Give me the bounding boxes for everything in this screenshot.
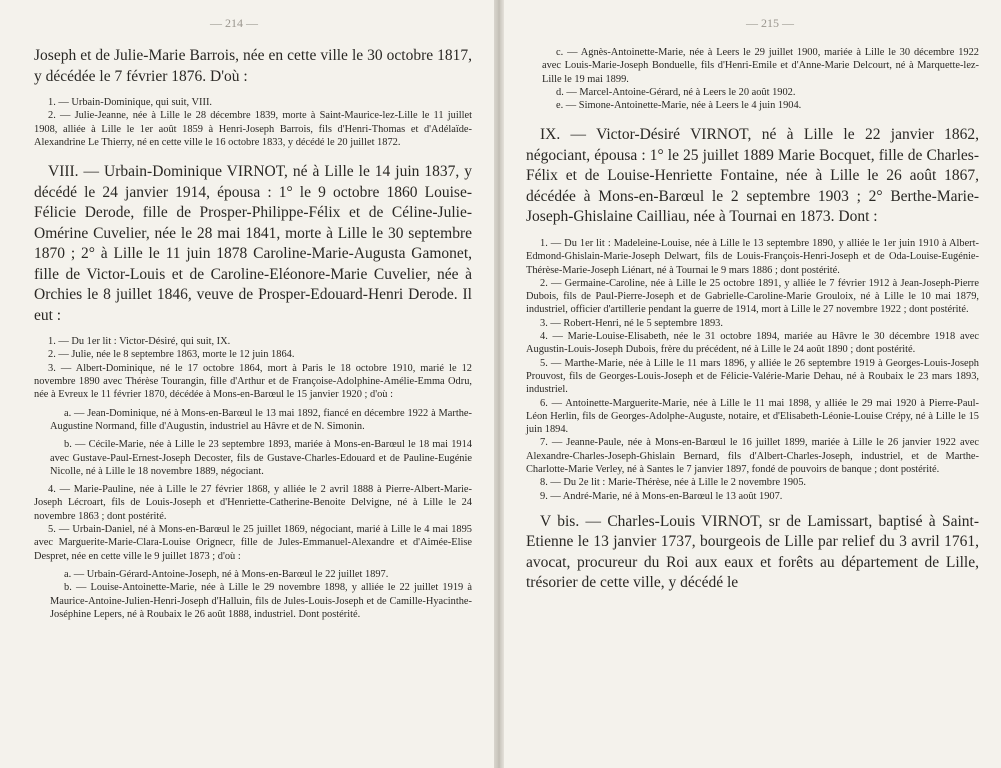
list-item: 5. — Urbain-Daniel, né à Mons-en-Barœul le 25 juillet 1869, négociant, marié à Lille le 4 mai 1895 avec Marguerite-Marie-Clara-Louise Orignecr, fille de Jules-Emmanuel-Alexandre et d'Aimée-Elise Despret, née en cette ville le 9 juillet 1873 ; d'où : <box>34 524 472 562</box>
sub-item: e. — Simone-Antoinette-Marie, née à Leers le 4 juin 1904. <box>556 100 802 112</box>
book-gutter <box>494 0 504 768</box>
list-item: 5. — Marthe-Marie, née à Lille le 11 mars 1896, y alliée le 26 septembre 1919 à Georges-Louis-Joseph Prouvost, fils de Georges-Louis-Joseph et de Félicie-Valérie-Marie Dehau, né à Roubaix le 23 mars 1893, industriel. <box>526 357 979 396</box>
sub-item: b. — Cécile-Marie, née à Lille le 23 septembre 1893, mariée à Mons-en-Barœul le 18 mai 1914 avec Gustave-Paul-Ernest-Joseph Decoster, fils de Gustave-Charles-Edouard et de Pauline-Eugénie Nicolle, né à Lille le 18 novembre 1889, négociant. <box>50 439 472 477</box>
paragraph: Joseph et de Julie-Marie Barrois, née en cette ville le 30 octobre 1817, y décédée le 7 février 1876. D'où : <box>34 47 472 85</box>
list-item: 4. — Marie-Pauline, née à Lille le 27 février 1868, y alliée le 2 avril 1888 à Pierre-Albert-Marie-Joseph Lécroart, fils de Louis-Joseph et d'Henriette-Catherine-Benoite Delvigne, né à Lille le 24 novembre 1863 ; dont postérité. <box>34 484 472 522</box>
list-item: 2. — Julie-Jeanne, née à Lille le 28 décembre 1839, morte à Saint-Maurice-lez-Lille le 11 juillet 1908, alliée à Lille le 1er août 1859 à Henri-Joseph Barrois, fils d'Henri-Thomas et d'Adélaïde-Alexandrine Le Thierry, né en cette ville le 16 octobre 1833, y décédé le 20 juillet 1872. <box>34 110 472 148</box>
list-item: 7. — Jeanne-Paule, née à Mons-en-Barœul le 16 juillet 1899, mariée à Lille le 26 janvier 1922 avec Alexandre-Charles-Joseph-Ghislain Bernard, fils d'Albert-Charles-Joseph, industriel, et de Marthe-Charlotte-Marie Verley, né à Santes le 7 janvier 1897, fondé de pouvoirs de banque ; dont postérité. <box>526 437 979 476</box>
sub-item: a. — Urbain-Gérard-Antoine-Joseph, né à Mons-en-Barœul le 22 juillet 1897. <box>64 568 389 580</box>
right-page <box>498 0 1001 768</box>
list-item: 3. — Robert-Henri, né le 5 septembre 1893. <box>540 317 723 329</box>
list-item: 4. — Marie-Louise-Elisabeth, née le 31 octobre 1894, mariée au Hâvre le 30 décembre 1918 avec Augustin-Louis-Joseph Dubois, frère du précédent, né à Lille le 24 août 1890 ; dont postérité. <box>526 331 979 356</box>
list-item: 1. — Du 1er lit : Victor-Désiré, qui suit, IX. <box>48 336 231 348</box>
sub-item: d. — Marcel-Antoine-Gérard, né à Leers le 20 août 1902. <box>556 86 796 98</box>
list-item: 6. — Antoinette-Marguerite-Marie, née à Lille le 11 mai 1898, y alliée le 29 mai 1920 à Pierre-Paul-Léon Herlin, fils de Georges-Adolphe-Auguste, notaire, et d'Elisabeth-Léonie-Louise Crépy, né à Lille le 15 juin 1894. <box>526 397 979 436</box>
list-item: 8. — Du 2e lit : Marie-Thérèse, née à Lille le 2 novembre 1905. <box>540 477 807 489</box>
section-heading: IX. — Victor-Désiré VIRNOT, né à Lille le 22 janvier 1862, négociant, épousa : 1° le 25 juillet 1889 Marie Bocquet, fille de Charles-Félix et de Louise-Henriette Fontaine, née à Lille le 26 août 1867, décédée à Mons-en-Barœul le 2 septembre 1903 ; 2° Berthe-Marie-Joseph-Ghislaine Cailliau, née à Tournai en 1873. Dont : <box>526 126 979 226</box>
list-item: 2. — Julie, née le 8 septembre 1863, morte le 12 juin 1864. <box>48 349 295 361</box>
section-heading: VIII. — Urbain-Dominique VIRNOT, né à Lille le 14 juin 1837, y décédé le 24 janvier 1914, épousa : 1° le 9 octobre 1860 Louise-Félicie Derode, fille de Prosper-Philippe-Félix et de Céline-Julie-Omérine Cuvelier, née le 28 mai 1841, morte à Lille le 30 septembre 1870 ; 2° à Lille le 11 juin 1878 Caroline-Marie-Augusta Gamonet, fille de Victor-Louis et de Caroline-Eléonore-Marie Cuvelier, née à Orchies le 8 juillet 1846, veuve de Prosper-Edouard-Henri Derode. Il eut : <box>34 163 472 324</box>
sub-item: c. — Agnès-Antoinette-Marie, née à Leers le 29 juillet 1900, mariée à Lille le 30 décembre 1922 avec Louis-Marie-Joseph Bonduelle, fils d'Henri-Emile et d'Anne-Marie Delcourt, né à Marquette-lez-Lille le 19 mai 1899. <box>542 47 979 85</box>
left-page <box>0 0 498 768</box>
sub-item: b. — Louise-Antoinette-Marie, née à Lille le 29 novembre 1898, y alliée le 22 juillet 1919 à Maurice-Antoine-Julien-Henri-Joseph d'Halluin, fils de Jules-Louis-Joseph et de Camille-Hyacinthe-Joséphine Lepers, né à Roubaix le 26 août 1888, industriel. Dont postérité. <box>50 582 472 620</box>
list-item: 3. — Albert-Dominique, né le 17 octobre 1864, mort à Paris le 18 octobre 1910, marié le 12 novembre 1890 avec Thérèse Tourangin, fille d'Arthur et de Françoise-Adolphine-Amélie-Emma Odru, née à Evreux le 11 février 1870, décédée à Mons-en-Barœul le 15 janvier 1920 ; d'où : <box>34 362 472 401</box>
list-item: 2. — Germaine-Caroline, née à Lille le 25 octobre 1891, y alliée le 7 février 1912 à Jean-Joseph-Pierre Dubois, fils de Paul-Pierre-Joseph et de Gabrielle-Caroline-Marie Grouloix, né à Lille le 10 mai 1879, industriel, officier d'artillerie pendant la guerre de 1914, mort à Lille le 27 novembre 1922 ; dont postérité. <box>526 277 979 316</box>
section-heading: V bis. — Charles-Louis VIRNOT, sr de Lamissart, baptisé à Saint-Etienne le 13 janvier 1737, bourgeois de Lille par relief du 3 avril 1761, avocat, procureur du Roi aux eaux et forêts au département de Lille, trésorier de cette ville, y décédé le <box>526 512 979 592</box>
page-number: — 215 — <box>746 16 794 30</box>
page-number: — 214 — <box>210 16 258 30</box>
list-item: 9. — André-Marie, né à Mons-en-Barœul le 13 août 1907. <box>540 490 783 502</box>
sub-item: a. — Jean-Dominique, né à Mons-en-Barœul le 13 mai 1892, fiancé en décembre 1922 à Marthe-Augustine Normand, fille d'Augustin, industriel au Hâvre et de N. Simonin. <box>50 407 472 432</box>
list-item: 1. — Du 1er lit : Madeleine-Louise, née à Lille le 13 septembre 1890, y alliée le 1er juin 1910 à Albert-Edmond-Ghislain-Marie-Joseph Delwart, fils de Louis-François-Henri-Joseph et de Oda-Louise-Eugénie-Thérèse-Marie-Joseph Liénart, né à Tournai le 9 mars 1886 ; dont postérité. <box>526 237 979 276</box>
list-item: 1. — Urbain-Dominique, qui suit, VIII. <box>48 97 213 108</box>
